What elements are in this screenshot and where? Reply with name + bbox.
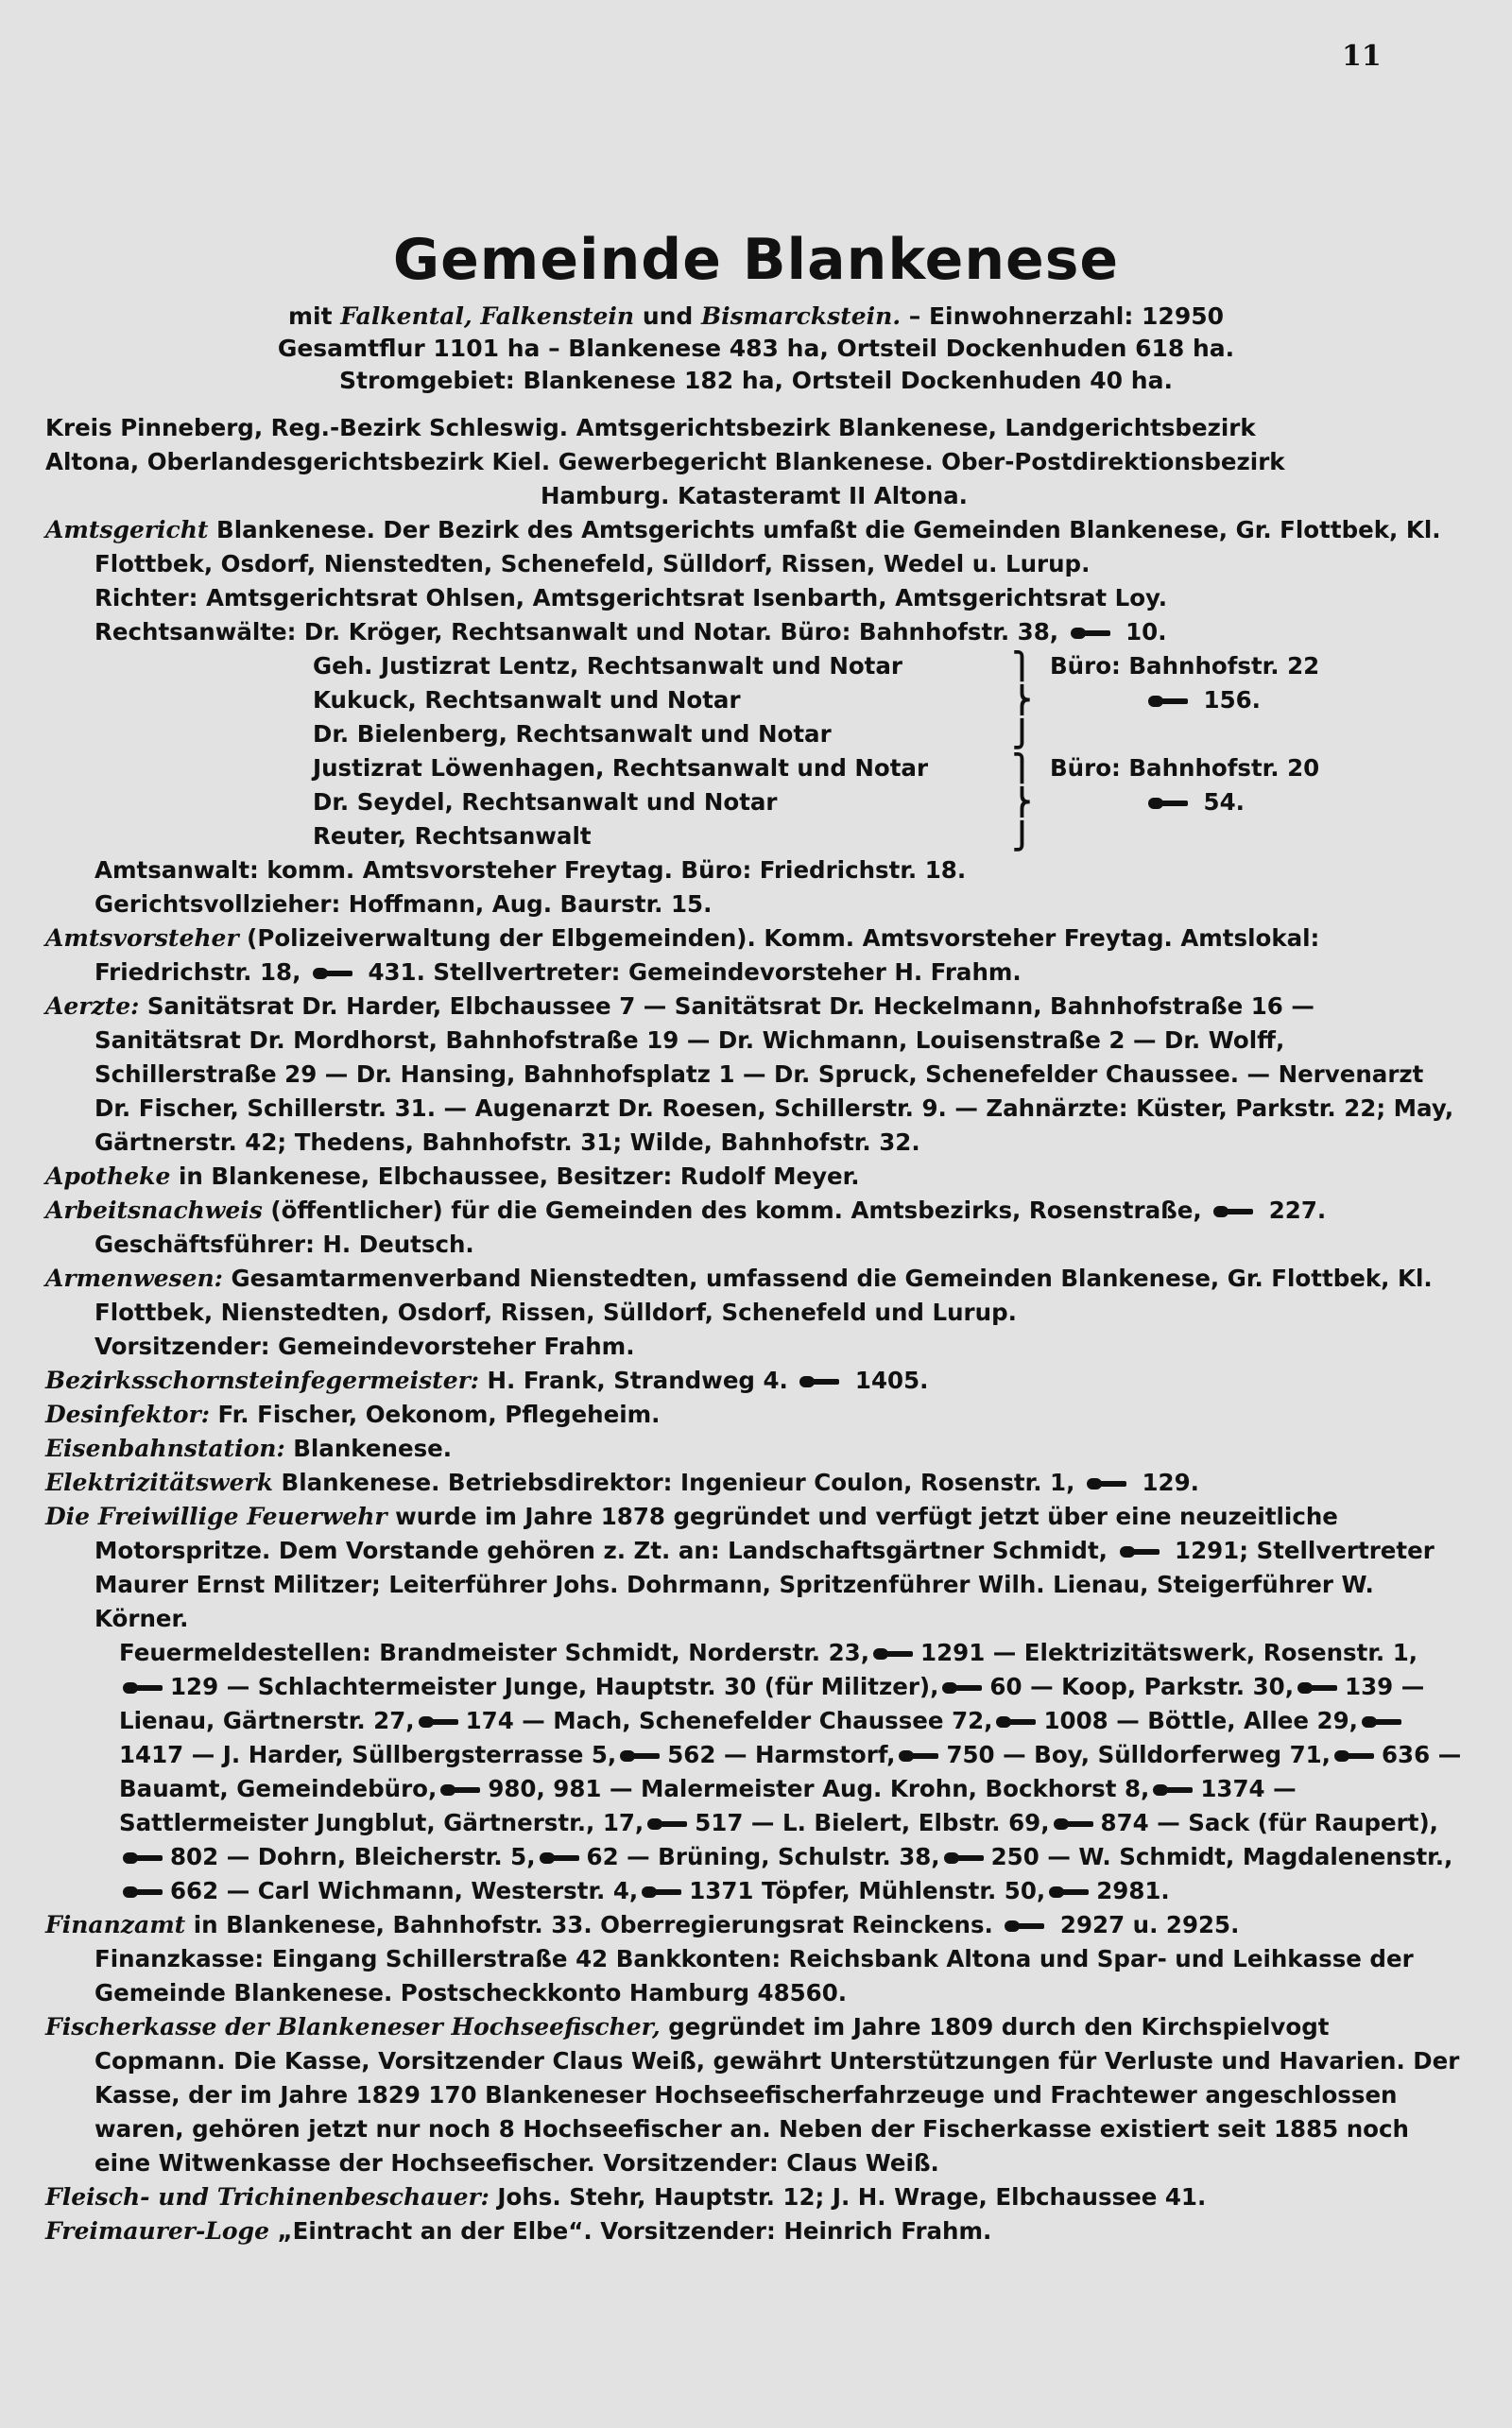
lawyer-name: Reuter, Rechtsanwalt	[313, 822, 592, 850]
feuermelde-text: — Koop, Parkstr. 30,	[1030, 1673, 1295, 1700]
lawyer-group-1	[45, 649, 1463, 751]
entry-feuerwehr	[45, 1500, 1463, 1636]
intro-mit: mit	[287, 302, 333, 330]
entry-text: Blankenese. Der Bezirk des Amtsgerichts umfaßt die Gemeinden Blankenese, Gr. Flottbek, Kl. Flottbek, Osdorf, Nienstedten, Schenefeld, Sülldorf, Rissen, Wedel u. Lurup.	[94, 516, 1441, 577]
feuermelde-text: — Elektrizitätswerk, Rosenstr. 1,	[992, 1639, 1418, 1666]
phone-number: 980, 981	[488, 1775, 602, 1802]
feuermelde-text: — Sattlermeister Jungblut, Gärtnerstr., 17,	[119, 1775, 1297, 1836]
entry-text: Stellvertreter Maurer Ernst Militzer; Leiterführer Johs. Dohrmann, Spritzenführer Wilh. Lienau, Steigerführer W. Körner.	[94, 1537, 1435, 1632]
entry-elektrizitaetswerk	[45, 1466, 1463, 1500]
phone-number: 1291	[920, 1639, 986, 1666]
telephone-icon	[1362, 1715, 1403, 1729]
telephone-icon	[1334, 1749, 1376, 1763]
feuermelde-text: — Boy, Sülldorferweg 71,	[1003, 1741, 1331, 1768]
phone-number: 562	[667, 1741, 716, 1768]
phone-number: 139	[1345, 1673, 1394, 1700]
entry-key: Amtsvorsteher	[45, 924, 239, 952]
entry-key: Finanzamt	[45, 1911, 186, 1938]
telephone-icon	[1005, 1920, 1046, 1933]
telephone-icon	[123, 1851, 164, 1865]
phone-number: 662	[170, 1877, 219, 1904]
lawyer-name: Geh. Justizrat Lentz, Rechtsanwalt und Notar	[313, 652, 902, 680]
entry-text: Gesamtarmenverband Nienstedten, umfassend die Gemeinden Blankenese, Gr. Flottbek, Kl. Flottbek, Nienstedten, Osdorf, Rissen, Sülldorf, Schenefeld und Lurup.	[94, 1265, 1433, 1326]
telephone-icon	[873, 1647, 915, 1661]
kreis-line-3: Hamburg. Katasteramt II Altona.	[540, 482, 968, 509]
entry-key: Elektrizitätswerk	[45, 1469, 273, 1496]
phone-number: 1371	[689, 1877, 754, 1904]
office-address: Büro: Bahnhofstr. 20	[1050, 754, 1320, 782]
entry-finanzamt	[45, 1908, 1463, 1942]
page-title: Gemeinde Blankenese	[392, 227, 1120, 293]
lawyer-names	[313, 649, 1012, 751]
phone-number: 431.	[368, 958, 425, 986]
lawyer-name: Kukuck, Rechtsanwalt und Notar	[313, 686, 741, 714]
phone-number: 156.	[1203, 686, 1261, 714]
kreis-line-1: Kreis Pinneberg, Reg.-Bezirk Schleswig. Amtsgerichtsbezirk Blankenese, Landgerichtsbezirk	[45, 414, 1256, 441]
phone-number: 227.	[1268, 1197, 1327, 1224]
entry-text: Blankenese. Betriebsdirektor: Ingenieur Coulon, Rosenstr. 1,	[281, 1469, 1075, 1496]
lawyer-name: Dr. Bielenberg, Rechtsanwalt und Notar	[313, 720, 832, 748]
entry-text: wurde im Jahre 1878 gegründet und verfügt jetzt über eine neuzeitliche Motorspritze. Dem Vorstande gehören z. Zt. an: Landschaftsgärtner Schmidt,	[94, 1503, 1338, 1564]
telephone-icon	[1297, 1681, 1339, 1695]
phone-number: 1405.	[854, 1367, 929, 1394]
telephone-icon	[1148, 797, 1190, 810]
entry-apotheke	[45, 1160, 1463, 1194]
telephone-icon	[1120, 1545, 1161, 1558]
office-phone-line	[1050, 683, 1319, 717]
rechtsanwaelte-text: Rechtsanwälte: Dr. Kröger, Rechtsanwalt und Notar. Büro: Bahnhofstr. 38,	[94, 618, 1059, 646]
feuermelde-text: — Brüning, Schulstr. 38,	[627, 1843, 940, 1870]
feuermelde-text: Töpfer, Mühlenstr. 50,	[761, 1877, 1046, 1904]
lawyer-names	[313, 751, 1012, 853]
phone-number: 874	[1100, 1809, 1149, 1836]
gerichtsvollzieher: Gerichtsvollzieher: Hoffmann, Aug. Baurstr. 15.	[94, 890, 713, 918]
phone-number: 2927 u. 2925.	[1059, 1911, 1240, 1938]
entry-key: Apotheke	[45, 1162, 171, 1190]
intro-line-2: Gesamtflur 1101 ha – Blankenese 483 ha, Ortsteil Dockenhuden 618 ha.	[277, 335, 1235, 362]
telephone-icon	[313, 967, 354, 980]
feuermelde-text: — Lienau, Gärtnerstr. 27,	[119, 1673, 1425, 1734]
phone-number: 129	[170, 1673, 219, 1700]
entry-key: Bezirksschornsteinfegermeister:	[45, 1367, 479, 1394]
entry-text: in Blankenese, Bahnhofstr. 33. Oberregierungsrat Reinckens.	[193, 1911, 993, 1938]
document-body	[45, 411, 1463, 2248]
telephone-icon	[419, 1715, 460, 1729]
telephone-icon	[620, 1749, 662, 1763]
brace: ⎫ ⎬ ⎭	[1012, 752, 1032, 852]
telephone-icon	[1049, 1886, 1091, 1899]
telephone-icon	[1087, 1477, 1128, 1490]
entry-key: Eisenbahnstation:	[45, 1435, 285, 1462]
telephone-icon	[123, 1681, 164, 1695]
feuermelde-text: — Carl Wichmann, Westerstr. 4,	[226, 1877, 639, 1904]
telephone-icon	[647, 1817, 689, 1831]
entry-key: Die Freiwillige Feuerwehr	[45, 1503, 387, 1530]
entry-text: H. Frank, Strandweg 4.	[487, 1367, 788, 1394]
feuermelde-text: — Malermeister Aug. Krohn, Bockhorst 8,	[609, 1775, 1150, 1802]
lawyer-office	[1040, 649, 1319, 751]
feuermelde-text: — Mach, Schenefelder Chaussee 72,	[522, 1707, 993, 1734]
feuermelde-text: — Dohrn, Bleicherstr. 5,	[226, 1843, 536, 1870]
entry-bezirksschornsteinfeger	[45, 1364, 1463, 1398]
telephone-icon	[799, 1375, 841, 1388]
entry-key: Fleisch- und Trichinenbeschauer:	[45, 2183, 490, 2211]
entry-key: Aerzte:	[45, 992, 140, 1020]
feuermelde-text: — Böttle, Allee 29,	[1116, 1707, 1358, 1734]
entry-amtsvorsteher	[45, 921, 1463, 990]
telephone-icon	[1153, 1783, 1194, 1797]
entry-key: Desinfektor:	[45, 1401, 210, 1428]
entry-amtsgericht	[45, 513, 1463, 581]
phone-number: 54.	[1203, 788, 1245, 816]
phone-number: 60	[989, 1673, 1022, 1700]
entry-fleischbeschauer	[45, 2180, 1463, 2214]
entry-text: (Polizeiverwaltung der Elbgemeinden). Komm. Amtsvorsteher Freytag. Amtslokal: Friedrichstr. 18,	[94, 924, 1320, 986]
phone-number: 1008	[1043, 1707, 1108, 1734]
telephone-icon	[1054, 1817, 1095, 1831]
entry-text: Geschäftsführer: H. Deutsch.	[94, 1231, 474, 1258]
telephone-icon	[642, 1886, 683, 1899]
entry-key: Fischerkasse der Blankeneser Hochseefischer,	[45, 2013, 661, 2041]
entry-eisenbahnstation	[45, 1432, 1463, 1466]
phone-number: 174	[465, 1707, 514, 1734]
telephone-icon	[540, 1851, 581, 1865]
entry-text: in Blankenese, Elbchaussee, Besitzer: Rudolf Meyer.	[178, 1162, 860, 1190]
feuermelde-text: — L. Bielert, Elbstr. 69,	[750, 1809, 1050, 1836]
phone-number: 802	[170, 1843, 219, 1870]
entry-text: gegründet im Jahre 1809 durch den Kirchspielvogt Copmann. Die Kasse, Vorsitzender Claus Weiß, gewährt Unterstützungen für Verluste und Havarien. Der Kasse, der im Jahre 1829 170 Blankeneser Hochseefischerfahrzeuge und Frachtewer angeschlossen waren, gehören jetzt nur noch 8 Hochseefischer an. Neben der Fischerkasse existiert seit 1885 noch eine Witwenkasse der Hochseefischer. Vorsitzender: Claus Weiß.	[94, 2013, 1460, 2177]
entry-text: Johs. Stehr, Hauptstr. 12; J. H. Wrage, Elbchaussee 41.	[497, 2183, 1207, 2211]
lawyer-name: Justizrat Löwenhagen, Rechtsanwalt und Notar	[313, 754, 929, 782]
telephone-icon	[942, 1681, 984, 1695]
intro-places-1: Falkental, Falkenstein	[340, 302, 635, 330]
finanzkasse: Finanzkasse: Eingang Schillerstraße 42 Bankkonten: Reichsbank Altona und Spar- und Leihkasse der Gemeinde Blankenese. Postscheckkonto Hamburg 48560.	[94, 1945, 1414, 2006]
intro-population: – Einwohnerzahl: 12950	[908, 302, 1225, 330]
entry-text: (öffentlicher) für die Gemeinden des komm. Amtsbezirks, Rosenstraße,	[270, 1197, 1202, 1224]
intro-und: und	[642, 302, 694, 330]
feuermelde-text: — W. Schmidt, Magdalenenstr.,	[1047, 1843, 1453, 1870]
entry-key: Freimaurer-Loge	[45, 2217, 269, 2245]
phone-number: 1374	[1200, 1775, 1265, 1802]
entry-fischerkasse	[45, 2010, 1463, 2180]
phone-number: 2981.	[1096, 1877, 1170, 1904]
entry-desinfektor	[45, 1398, 1463, 1432]
lawyer-office	[1040, 751, 1319, 853]
intro-line-3: Stromgebiet: Blankenese 182 ha, Ortsteil Dockenhuden 40 ha.	[339, 367, 1173, 394]
intro-line-1	[38, 301, 1474, 333]
entry-text: „Eintracht an der Elbe“. Vorsitzender: Heinrich Frahm.	[277, 2217, 992, 2245]
phone-number: 250	[990, 1843, 1040, 1870]
page-number: 11	[1342, 40, 1382, 73]
entry-key: Armenwesen:	[45, 1265, 223, 1292]
feuermelde-text: — Schlachtermeister Junge, Hauptstr. 30 (für Militzer),	[226, 1673, 939, 1700]
phone-number: 636	[1382, 1741, 1431, 1768]
telephone-icon	[944, 1851, 986, 1865]
feuermelde-text: — J. Harder, Süllbergsterrasse 5,	[191, 1741, 617, 1768]
feuermelde-text: Brandmeister Schmidt, Norderstr. 23,	[379, 1639, 870, 1666]
amtsanwalt: Amtsanwalt: komm. Amtsvorsteher Freytag. Büro: Friedrichstr. 18.	[94, 856, 967, 884]
phone-number: 517	[695, 1809, 744, 1836]
telephone-icon	[1071, 627, 1112, 640]
entry-arbeitsnachweis	[45, 1194, 1463, 1262]
feuermelde-text: — Harmstorf,	[723, 1741, 896, 1768]
phone-number: 1291;	[1175, 1537, 1249, 1564]
rechtsanwaelte	[45, 615, 1463, 649]
feuermelde-text: — Bauamt, Gemeindebüro,	[119, 1741, 1462, 1802]
entry-text: Fr. Fischer, Oekonom, Pflegeheim.	[217, 1401, 661, 1428]
office-phone-line	[1050, 785, 1319, 819]
phone-number: 62	[586, 1843, 619, 1870]
office-address: Büro: Bahnhofstr. 22	[1050, 652, 1320, 680]
phone-number: 1417	[119, 1741, 184, 1768]
phone-number: 750	[946, 1741, 995, 1768]
feuermelde-text: — Sack (für Raupert),	[1157, 1809, 1438, 1836]
entry-text: Stellvertreter: Gemeindevorsteher H. Frahm.	[433, 958, 1022, 986]
richter: Richter: Amtsgerichtsrat Ohlsen, Amtsgerichtsrat Isenbarth, Amtsgerichtsrat Loy.	[94, 584, 1168, 611]
telephone-icon	[899, 1749, 940, 1763]
header	[38, 227, 1474, 397]
entry-aerzte	[45, 990, 1463, 1160]
entry-armenwesen	[45, 1262, 1463, 1330]
entry-key: Arbeitsnachweis	[45, 1197, 263, 1224]
entry-key: Amtsgericht	[45, 516, 209, 543]
telephone-icon	[440, 1783, 482, 1797]
feuermeldestellen	[45, 1636, 1463, 1908]
intro-places-2: Bismarckstein.	[701, 302, 902, 330]
kreis-line-2: Altona, Oberlandesgerichtsbezirk Kiel. Gewerbegericht Blankenese. Ober-Postdirektionsbezirk	[45, 448, 1285, 475]
phone-number: 10.	[1125, 618, 1167, 646]
telephone-icon	[996, 1715, 1038, 1729]
feuermelde-label: Feuermeldestellen:	[119, 1639, 371, 1666]
entry-freimaurer-loge	[45, 2214, 1463, 2248]
telephone-icon	[123, 1886, 164, 1899]
armenwesen-vorsitz: Vorsitzender: Gemeindevorsteher Frahm.	[94, 1333, 635, 1360]
lawyer-name: Dr. Seydel, Rechtsanwalt und Notar	[313, 788, 778, 816]
brace: ⎫ ⎬ ⎭	[1012, 650, 1032, 749]
phone-number: 129.	[1142, 1469, 1199, 1496]
entry-text: Sanitätsrat Dr. Harder, Elbchaussee 7 — Sanitätsrat Dr. Heckelmann, Bahnhofstraße 16 — Sanitätsrat Dr. Mordhorst, Bahnhofstraße 19 — Dr. Wichmann, Louisenstraße 2 — Dr. Wolff, Schillerstraße 29 — Dr. Hansing, Bahnhofsplatz 1 — Dr. Spruck, Schenefelder Chaussee. — Nervenarzt Dr. Fischer, Schillerstr. 31. — Augenarzt Dr. Roesen, Schillerstr. 9. — Zahnärzte: Küster, Parkstr. 22; May, Gärtnerstr. 42; Thedens, Bahnhofstr. 31; Wilde, Bahnhofstr. 32.	[94, 992, 1454, 1156]
lawyer-group-2	[45, 751, 1463, 853]
telephone-icon	[1213, 1205, 1255, 1218]
entry-text: Blankenese.	[293, 1435, 453, 1462]
telephone-icon	[1148, 695, 1190, 708]
